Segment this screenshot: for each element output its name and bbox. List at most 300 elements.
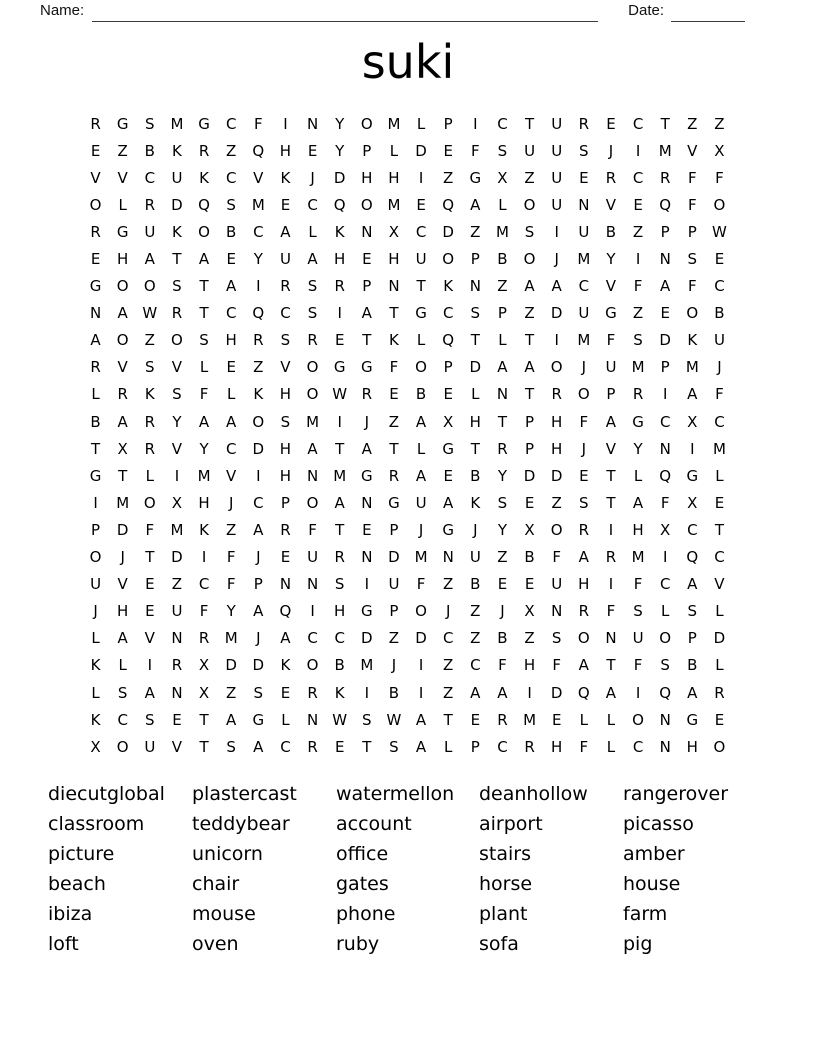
grid-letter: U	[171, 168, 183, 187]
grid-letter: H	[225, 331, 237, 350]
grid-letter: T	[524, 385, 535, 404]
grid-letter: O	[360, 114, 373, 133]
grid-letter: K	[334, 683, 345, 702]
word-item: stairs	[479, 843, 531, 865]
grid-letter: C	[253, 222, 264, 241]
grid-letter: C	[714, 277, 725, 296]
grid-letter: K	[280, 168, 291, 187]
grid-letter: O	[89, 548, 102, 567]
grid-letter: B	[497, 629, 508, 648]
grid-letter: Q	[442, 331, 455, 350]
grid-letter: L	[227, 385, 236, 404]
grid-letter: E	[145, 575, 155, 594]
grid-letter: Z	[524, 168, 535, 187]
grid-letter: V	[687, 141, 698, 160]
grid-letter: Q	[686, 548, 699, 567]
grid-letter: O	[415, 358, 427, 377]
grid-letter: S	[633, 331, 643, 350]
grid-letter: E	[416, 195, 426, 214]
grid-letter: Z	[388, 629, 400, 648]
grid-letter: W	[386, 710, 402, 729]
grid-letter: L	[471, 385, 480, 404]
grid-letter: N	[306, 575, 319, 594]
grid-letter: L	[498, 195, 507, 214]
grid-letter: P	[660, 222, 670, 241]
grid-letter: R	[497, 439, 508, 458]
grid-letter: P	[470, 250, 480, 269]
word-item: ibiza	[48, 903, 93, 925]
grid-letter: J	[310, 168, 315, 187]
grid-letter: B	[497, 250, 508, 269]
grid-letter: L	[199, 358, 209, 377]
grid-letter: M	[495, 222, 509, 241]
grid-letter: I	[662, 548, 668, 567]
grid-letter: E	[226, 358, 236, 377]
grid-letter: P	[389, 520, 399, 539]
grid-letter: D	[659, 331, 671, 350]
grid-letter: C	[144, 168, 156, 187]
word-item: plastercast	[192, 783, 297, 805]
grid-letter: F	[145, 520, 155, 539]
grid-letter: H	[198, 493, 210, 512]
grid-letter: Y	[606, 250, 616, 269]
grid-letter: X	[198, 683, 210, 702]
grid-letter: I	[93, 493, 98, 512]
grid-letter: J	[120, 548, 125, 567]
grid-letter: J	[228, 493, 234, 512]
grid-letter: S	[470, 304, 481, 323]
grid-letter: U	[524, 141, 536, 160]
word-search-grid	[82, 110, 733, 760]
grid-letter: Z	[226, 141, 237, 160]
grid-letter: U	[632, 629, 644, 648]
grid-letter: B	[714, 304, 725, 323]
grid-letter: S	[334, 575, 345, 594]
grid-letter: B	[524, 548, 535, 567]
grid-letter: E	[280, 195, 291, 214]
grid-letter: M	[170, 520, 184, 539]
grid-letter: I	[418, 656, 424, 675]
grid-letter: R	[280, 277, 291, 296]
grid-letter: C	[280, 304, 291, 323]
grid-letter: K	[389, 331, 399, 350]
grid-letter: M	[224, 629, 238, 648]
grid-letter: N	[659, 250, 671, 269]
grid-letter: K	[199, 520, 209, 539]
grid-letter: G	[442, 439, 454, 458]
grid-letter: X	[687, 493, 698, 512]
grid-letter: U	[279, 250, 291, 269]
grid-letter: B	[226, 222, 237, 241]
word-item: picasso	[623, 813, 694, 835]
grid-letter: D	[388, 548, 400, 567]
grid-letter: Z	[443, 168, 454, 187]
grid-letter: M	[116, 493, 130, 512]
grid-letter: X	[714, 141, 725, 160]
grid-letter: Z	[443, 575, 454, 594]
grid-letter: P	[280, 493, 290, 512]
grid-letter: E	[280, 548, 291, 567]
grid-letter: T	[714, 520, 725, 539]
grid-letter: R	[659, 168, 671, 187]
grid-letter: X	[524, 602, 535, 621]
grid-letter: S	[307, 304, 318, 323]
grid-letter: S	[579, 141, 589, 160]
grid-letter: A	[578, 656, 589, 675]
grid-letter: C	[497, 114, 508, 133]
grid-letter: O	[713, 737, 726, 756]
grid-letter: C	[307, 629, 318, 648]
grid-letter: H	[279, 466, 292, 485]
grid-letter: L	[91, 683, 100, 702]
grid-letter: Q	[659, 195, 672, 214]
grid-letter: I	[418, 168, 424, 187]
grid-letter: F	[470, 141, 480, 160]
grid-letter: T	[335, 439, 345, 458]
grid-letter: T	[389, 439, 399, 458]
grid-letter: P	[389, 602, 399, 621]
grid-letter: K	[144, 385, 155, 404]
grid-letter: N	[442, 548, 454, 567]
grid-letter: P	[525, 412, 535, 431]
grid-letter: L	[606, 710, 616, 729]
grid-letter: M	[712, 439, 726, 458]
grid-letter: P	[362, 141, 372, 160]
grid-letter: I	[147, 656, 153, 675]
grid-letter: R	[605, 548, 617, 567]
grid-letter: S	[524, 222, 535, 241]
grid-letter: J	[256, 629, 261, 648]
grid-letter: L	[416, 439, 426, 458]
grid-letter: L	[633, 466, 643, 485]
grid-letter: I	[635, 683, 641, 702]
grid-letter: U	[713, 331, 725, 350]
grid-letter: O	[360, 195, 373, 214]
grid-letter: Y	[226, 602, 236, 621]
grid-letter: F	[416, 575, 426, 594]
grid-letter: L	[91, 385, 100, 404]
grid-letter: R	[551, 385, 562, 404]
grid-letter: A	[307, 250, 318, 269]
grid-letter: M	[197, 466, 211, 485]
grid-letter: O	[116, 331, 129, 350]
grid-letter: N	[496, 385, 509, 404]
grid-letter: H	[388, 168, 400, 187]
grid-letter: C	[470, 656, 481, 675]
grid-letter: K	[687, 331, 698, 350]
grid-letter: G	[89, 277, 102, 296]
grid-letter: H	[279, 439, 292, 458]
grid-letter: U	[605, 358, 617, 377]
grid-letter: E	[90, 141, 101, 160]
grid-letter: O	[306, 358, 319, 377]
grid-letter: S	[660, 656, 670, 675]
grid-letter: L	[715, 602, 724, 621]
grid-letter: M	[387, 114, 401, 133]
grid-letter: Q	[252, 141, 265, 160]
grid-letter: F	[579, 412, 589, 431]
grid-letter: P	[91, 520, 101, 539]
grid-letter: C	[714, 412, 725, 431]
grid-letter: T	[199, 710, 209, 729]
grid-letter: P	[362, 277, 372, 296]
grid-letter: R	[334, 548, 345, 567]
grid-letter: F	[579, 737, 589, 756]
grid-letter: T	[443, 710, 453, 729]
grid-letter: Y	[335, 114, 345, 133]
grid-letter: U	[144, 737, 156, 756]
grid-letter: O	[89, 195, 102, 214]
grid-letter: C	[198, 575, 210, 594]
grid-letter: C	[225, 304, 237, 323]
grid-letter: D	[225, 656, 237, 675]
grid-letter: A	[361, 304, 372, 323]
grid-letter: D	[442, 222, 454, 241]
grid-letter: E	[362, 520, 372, 539]
grid-letter: Z	[551, 493, 562, 512]
grid-letter: H	[388, 250, 400, 269]
worksheet-header	[40, 2, 745, 20]
grid-letter: P	[687, 629, 697, 648]
grid-letter: T	[335, 520, 345, 539]
grid-letter: A	[551, 277, 562, 296]
grid-letter: N	[171, 629, 183, 648]
grid-letter: A	[415, 412, 427, 431]
grid-letter: P	[660, 358, 670, 377]
word-item: teddybear	[192, 813, 290, 835]
grid-letter: Q	[252, 304, 265, 323]
word-item: beach	[48, 873, 106, 895]
grid-letter: E	[226, 250, 236, 269]
grid-letter: C	[497, 737, 508, 756]
grid-letter: T	[199, 737, 209, 756]
grid-letter: C	[225, 168, 237, 187]
grid-letter: F	[253, 114, 263, 133]
grid-letter: C	[687, 520, 698, 539]
grid-letter: H	[551, 439, 563, 458]
grid-letter: F	[498, 656, 507, 675]
name-label: Name:	[40, 2, 85, 19]
grid-letter: P	[253, 575, 263, 594]
grid-letter: A	[470, 683, 481, 702]
grid-letter: H	[551, 412, 563, 431]
grid-letter: M	[577, 250, 591, 269]
grid-letter: E	[334, 737, 345, 756]
grid-letter: U	[307, 548, 319, 567]
grid-letter: I	[608, 520, 614, 539]
grid-letter: U	[578, 222, 590, 241]
grid-letter: T	[524, 331, 535, 350]
grid-letter: Z	[470, 602, 481, 621]
grid-letter: C	[117, 710, 128, 729]
grid-letter: A	[226, 710, 237, 729]
grid-letter: D	[415, 629, 427, 648]
grid-letter: S	[687, 250, 698, 269]
grid-letter: R	[198, 141, 210, 160]
grid-letter: Q	[333, 195, 346, 214]
grid-letter: O	[306, 493, 319, 512]
grid-letter: S	[145, 358, 155, 377]
grid-letter: E	[280, 683, 291, 702]
word-item: chair	[192, 873, 240, 895]
grid-letter: O	[632, 710, 644, 729]
grid-letter: U	[578, 304, 590, 323]
grid-letter: M	[631, 358, 645, 377]
grid-letter: T	[606, 493, 616, 512]
grid-letter: E	[497, 575, 508, 594]
grid-letter: L	[579, 710, 588, 729]
grid-letter: L	[416, 114, 426, 133]
grid-letter: I	[554, 222, 559, 241]
grid-letter: R	[280, 520, 291, 539]
word-item: horse	[479, 873, 533, 895]
grid-letter: S	[633, 602, 643, 621]
grid-letter: O	[523, 195, 536, 214]
grid-letter: D	[252, 656, 265, 675]
grid-letter: F	[199, 385, 209, 404]
grid-letter: L	[661, 602, 670, 621]
grid-letter: A	[144, 250, 155, 269]
grid-letter: A	[90, 331, 101, 350]
grid-letter: A	[687, 683, 698, 702]
grid-letter: D	[550, 304, 563, 323]
grid-letter: A	[226, 277, 237, 296]
grid-letter: R	[253, 331, 264, 350]
grid-letter: C	[659, 412, 671, 431]
grid-letter: J	[256, 548, 261, 567]
grid-letter: H	[117, 250, 129, 269]
grid-letter: I	[364, 683, 370, 702]
date-label: Date:	[628, 2, 664, 19]
grid-letter: E	[660, 304, 670, 323]
grid-letter: M	[577, 331, 591, 350]
grid-letter: F	[606, 602, 616, 621]
grid-letter: G	[198, 114, 210, 133]
grid-letter: H	[469, 412, 481, 431]
grid-letter: E	[443, 141, 453, 160]
grid-letter: D	[550, 683, 563, 702]
grid-letter: N	[659, 439, 671, 458]
grid-letter: A	[415, 710, 427, 729]
grid-letter: P	[606, 385, 616, 404]
grid-letter: A	[280, 222, 291, 241]
grid-letter: U	[388, 575, 400, 594]
grid-letter: H	[523, 656, 536, 675]
grid-letter: F	[226, 575, 236, 594]
grid-letter: H	[551, 737, 563, 756]
grid-letter: D	[171, 195, 183, 214]
grid-letter: Q	[659, 466, 672, 485]
grid-letter: C	[442, 304, 454, 323]
word-item: sofa	[479, 933, 519, 955]
word-list-column	[48, 779, 192, 959]
grid-letter: T	[362, 331, 372, 350]
grid-letter: J	[473, 520, 478, 539]
grid-letter: F	[687, 168, 697, 187]
grid-letter: C	[307, 195, 318, 214]
grid-letter: L	[118, 195, 127, 214]
grid-letter: D	[171, 548, 183, 567]
grid-letter: Z	[524, 629, 535, 648]
grid-letter: R	[714, 683, 725, 702]
grid-letter: O	[143, 277, 156, 296]
grid-letter: S	[117, 683, 128, 702]
grid-letter: Z	[144, 331, 155, 350]
grid-letter: Z	[632, 222, 644, 241]
grid-letter: M	[251, 195, 265, 214]
grid-letter: A	[497, 358, 508, 377]
grid-letter: G	[605, 304, 617, 323]
grid-letter: R	[198, 629, 210, 648]
grid-letter: H	[361, 168, 373, 187]
grid-letter: B	[470, 466, 481, 485]
grid-letter: T	[145, 548, 155, 567]
grid-letter: D	[713, 629, 726, 648]
grid-letter: N	[551, 602, 563, 621]
grid-letter: E	[714, 493, 725, 512]
grid-letter: I	[310, 602, 315, 621]
word-list-column	[192, 779, 336, 959]
word-item: ruby	[336, 933, 380, 955]
grid-letter: U	[551, 141, 563, 160]
grid-letter: Z	[687, 114, 698, 133]
grid-letter: R	[90, 222, 101, 241]
grid-letter: X	[117, 439, 128, 458]
grid-letter: Q	[577, 683, 590, 702]
grid-letter: G	[252, 710, 265, 729]
grid-letter: Z	[443, 656, 454, 675]
grid-letter: A	[361, 439, 372, 458]
grid-letter: D	[523, 466, 536, 485]
grid-letter: R	[171, 656, 183, 675]
grid-letter: J	[418, 520, 424, 539]
word-item: diecutglobal	[48, 783, 165, 805]
grid-letter: A	[253, 520, 264, 539]
grid-letter: F	[226, 548, 236, 567]
grid-letter: E	[714, 250, 725, 269]
grid-letter: R	[388, 466, 400, 485]
grid-letter: A	[144, 683, 155, 702]
grid-letter: U	[144, 222, 156, 241]
grid-letter: S	[362, 710, 372, 729]
grid-letter: M	[306, 412, 320, 431]
grid-letter: N	[659, 737, 671, 756]
grid-letter: U	[171, 602, 183, 621]
grid-letter: T	[416, 277, 426, 296]
grid-letter: Y	[253, 250, 263, 269]
grid-letter: V	[605, 277, 617, 296]
grid-letter: F	[199, 602, 209, 621]
grid-letter: J	[581, 358, 587, 377]
grid-letter: C	[225, 439, 237, 458]
grid-letter: V	[171, 737, 183, 756]
grid-letter: O	[523, 250, 536, 269]
grid-letter: O	[686, 304, 699, 323]
grid-letter: R	[307, 737, 318, 756]
name-blank-line	[92, 7, 598, 22]
grid-letter: K	[470, 493, 481, 512]
grid-letter: J	[554, 250, 559, 269]
grid-letter: N	[659, 710, 671, 729]
grid-letter: L	[389, 141, 399, 160]
grid-letter: F	[606, 331, 616, 350]
grid-letter: I	[256, 466, 261, 485]
grid-letter: T	[362, 737, 372, 756]
grid-letter: V	[280, 358, 291, 377]
grid-letter: F	[687, 277, 697, 296]
grid-letter: T	[660, 114, 670, 133]
grid-letter: R	[144, 195, 156, 214]
